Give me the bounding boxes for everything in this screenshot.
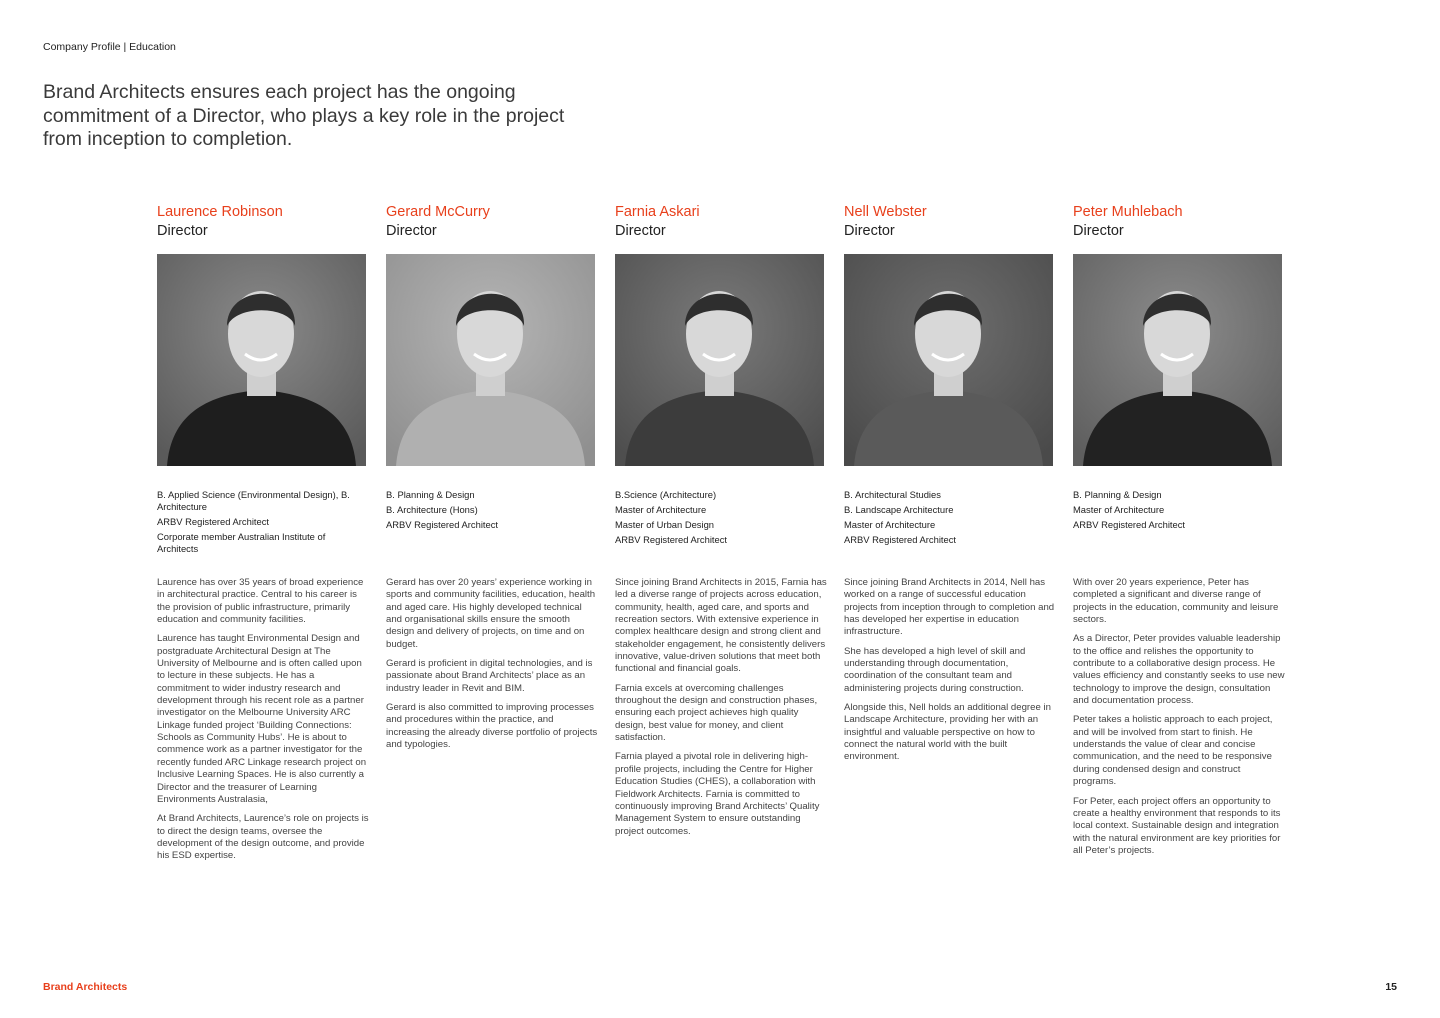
- qualification-item: Corporate member Australian Institute of Architects: [157, 531, 326, 554]
- bio-paragraph: Gerard has over 20 years’ experience working in sports and community facilities, education, health and aged care. His highly developed technical and organisational skills ensure the smooth design and delivery of projects, on time and on budget.: [386, 577, 596, 650]
- breadcrumb: Company Profile | Education: [43, 41, 176, 53]
- director-name: Farnia Askari: [615, 204, 700, 220]
- director-bio: [615, 577, 827, 845]
- qualification-item: B. Applied Science (Environmental Design), B. Architecture: [157, 489, 350, 512]
- qualification-item: Master of Architecture: [615, 504, 707, 515]
- director-role: Director: [615, 223, 666, 239]
- director-portrait: [844, 254, 1053, 466]
- qualification-item: B. Landscape Architecture: [844, 504, 954, 515]
- director-role: Director: [157, 223, 208, 239]
- qualifications-list: [157, 489, 368, 558]
- qualifications-list: [386, 489, 597, 534]
- qualification-item: Master of Urban Design: [615, 519, 715, 530]
- qualification-item: ARBV Registered Architect: [157, 516, 270, 527]
- footer-brand: Brand Architects: [43, 981, 128, 993]
- director-name: Laurence Robinson: [157, 204, 283, 220]
- director-bio: [157, 577, 369, 870]
- bio-paragraph: Alongside this, Nell holds an additional degree in Landscape Architecture, providing her with an insightful and valuable perspective on how to connect the natural world with the built environment.: [844, 702, 1051, 763]
- bio-paragraph: Farnia played a pivotal role in delivering high-profile projects, including the Centre for Higher Education Studies (CHES), a collaboration with Fieldwork Architects. Farnia is committed to continuously improving Brand Architects’ Quality Management System to ensure outstanding project outcomes.: [615, 751, 820, 837]
- qualification-item: ARBV Registered Architect: [1073, 519, 1186, 530]
- director-card: [386, 203, 598, 751]
- director-card: [1073, 203, 1285, 856]
- bio-paragraph: At Brand Architects, Laurence’s role on projects is to direct the design teams, oversee the development of the design outcome, and provide his ESD expertise.: [157, 813, 369, 862]
- bio-paragraph: She has developed a high level of skill and understanding through documentation, coordination of the consultant team and administering projects during construction.: [844, 645, 1026, 694]
- qualification-item: Master of Architecture: [1073, 504, 1165, 515]
- qualification-item: ARBV Registered Architect: [386, 519, 499, 530]
- director-card: [615, 203, 827, 837]
- director-card: [844, 203, 1055, 763]
- qualification-item: B. Architecture (Hons): [386, 504, 478, 515]
- director-name: Peter Muhlebach: [1073, 204, 1183, 220]
- director-name: Nell Webster: [844, 204, 927, 220]
- page-number: 15: [1385, 981, 1397, 993]
- bio-paragraph: Gerard is also committed to improving processes and procedures within the practice, and increasing the already diverse portfolio of projects and typologies.: [386, 702, 598, 751]
- qualification-item: B.Science (Architecture): [615, 489, 717, 500]
- bio-paragraph: Peter takes a holistic approach to each project, and will be involved from start to finish. He understands the value of clear and concise communication, and the need to be responsive during condensed design and construct programs.: [1073, 714, 1273, 788]
- qualification-item: ARBV Registered Architect: [844, 534, 957, 545]
- bio-paragraph: For Peter, each project offers an opportunity to create a healthy environment that responds to its local context. Sustainable design and integration with the natural environment are key priorities for all Peter’s projects.: [1073, 795, 1281, 856]
- director-portrait: [157, 254, 366, 466]
- qualification-item: Master of Architecture: [844, 519, 936, 530]
- bio-paragraph: With over 20 years experience, Peter has completed a significant and diverse range of projects in the education, community and leisure sectors.: [1073, 577, 1279, 626]
- bio-paragraph: As a Director, Peter provides valuable leadership to the office and relishes the opportunity to contribute to a collaborative design process. He values efficiency and constantly seeks to use new technology to improve the design, consultation and documentation process.: [1073, 633, 1285, 707]
- director-role: Director: [1073, 223, 1124, 239]
- bio-paragraph: Laurence has over 35 years of broad experience in architectural practice. Central to his career is the provision of public infrastructure, primarily education and community facilities.: [157, 577, 364, 626]
- qualifications-list: [844, 489, 1055, 549]
- qualification-item: B. Planning & Design: [386, 489, 475, 500]
- director-role: Director: [386, 223, 437, 239]
- qualification-item: ARBV Registered Architect: [615, 534, 728, 545]
- bio-paragraph: Farnia excels at overcoming challenges throughout the design and construction phases, ensuring each project achieves high quality design, best value for money, and client satisfaction.: [615, 682, 818, 744]
- director-portrait: [386, 254, 595, 466]
- director-card: [157, 203, 369, 862]
- director-bio: [1073, 577, 1285, 864]
- director-name: Gerard McCurry: [386, 204, 490, 220]
- director-role: Director: [844, 223, 895, 239]
- bio-paragraph: Since joining Brand Architects in 2014, Nell has worked on a range of successful education projects from inception through to completion and has developed her expertise in education infrastructure.: [844, 577, 1055, 638]
- qualification-item: B. Planning & Design: [1073, 489, 1162, 500]
- bio-paragraph: Gerard is proficient in digital technologies, and is passionate about Brand Architects’ place as an industry leader in Revit and BIM.: [386, 658, 593, 694]
- director-bio: [844, 577, 1056, 771]
- bio-paragraph: Since joining Brand Architects in 2015, Farnia has led a diverse range of projects across education, community, health, aged care, and sports and recreation sectors. With extensive experience in complex healthcare design and strong client and stakeholder engagement, he consistently delivers innovative, value-driven solutions that meet both functional and financial goals.: [615, 577, 827, 675]
- bio-paragraph: Laurence has taught Environmental Design and postgraduate Architectural Design at The University of Melbourne and is often called upon to lecture in these subjects. He has a commitment to wider industry research and development through his recent role as a partner investigator on the Melbourne University ARC Linkage funded project ‘Building Connections: Schools as Community Hubs’. He is about to commence work as a partner investigator for the recently funded ARC Linkage research project on Inclusive Learning Spaces. He is also currently a Director and the treasurer of Learning Environments Australasia,: [157, 633, 367, 805]
- intro-heading: Brand Architects ensures each project has the ongoing commitment of a Director, who plays a key role in the project from inception to completion.: [43, 81, 565, 150]
- director-portrait: [615, 254, 824, 466]
- qualification-item: B. Architectural Studies: [844, 489, 941, 500]
- director-portrait: [1073, 254, 1282, 466]
- director-bio: [386, 577, 598, 758]
- qualifications-list: [1073, 489, 1284, 534]
- qualifications-list: [615, 489, 826, 549]
